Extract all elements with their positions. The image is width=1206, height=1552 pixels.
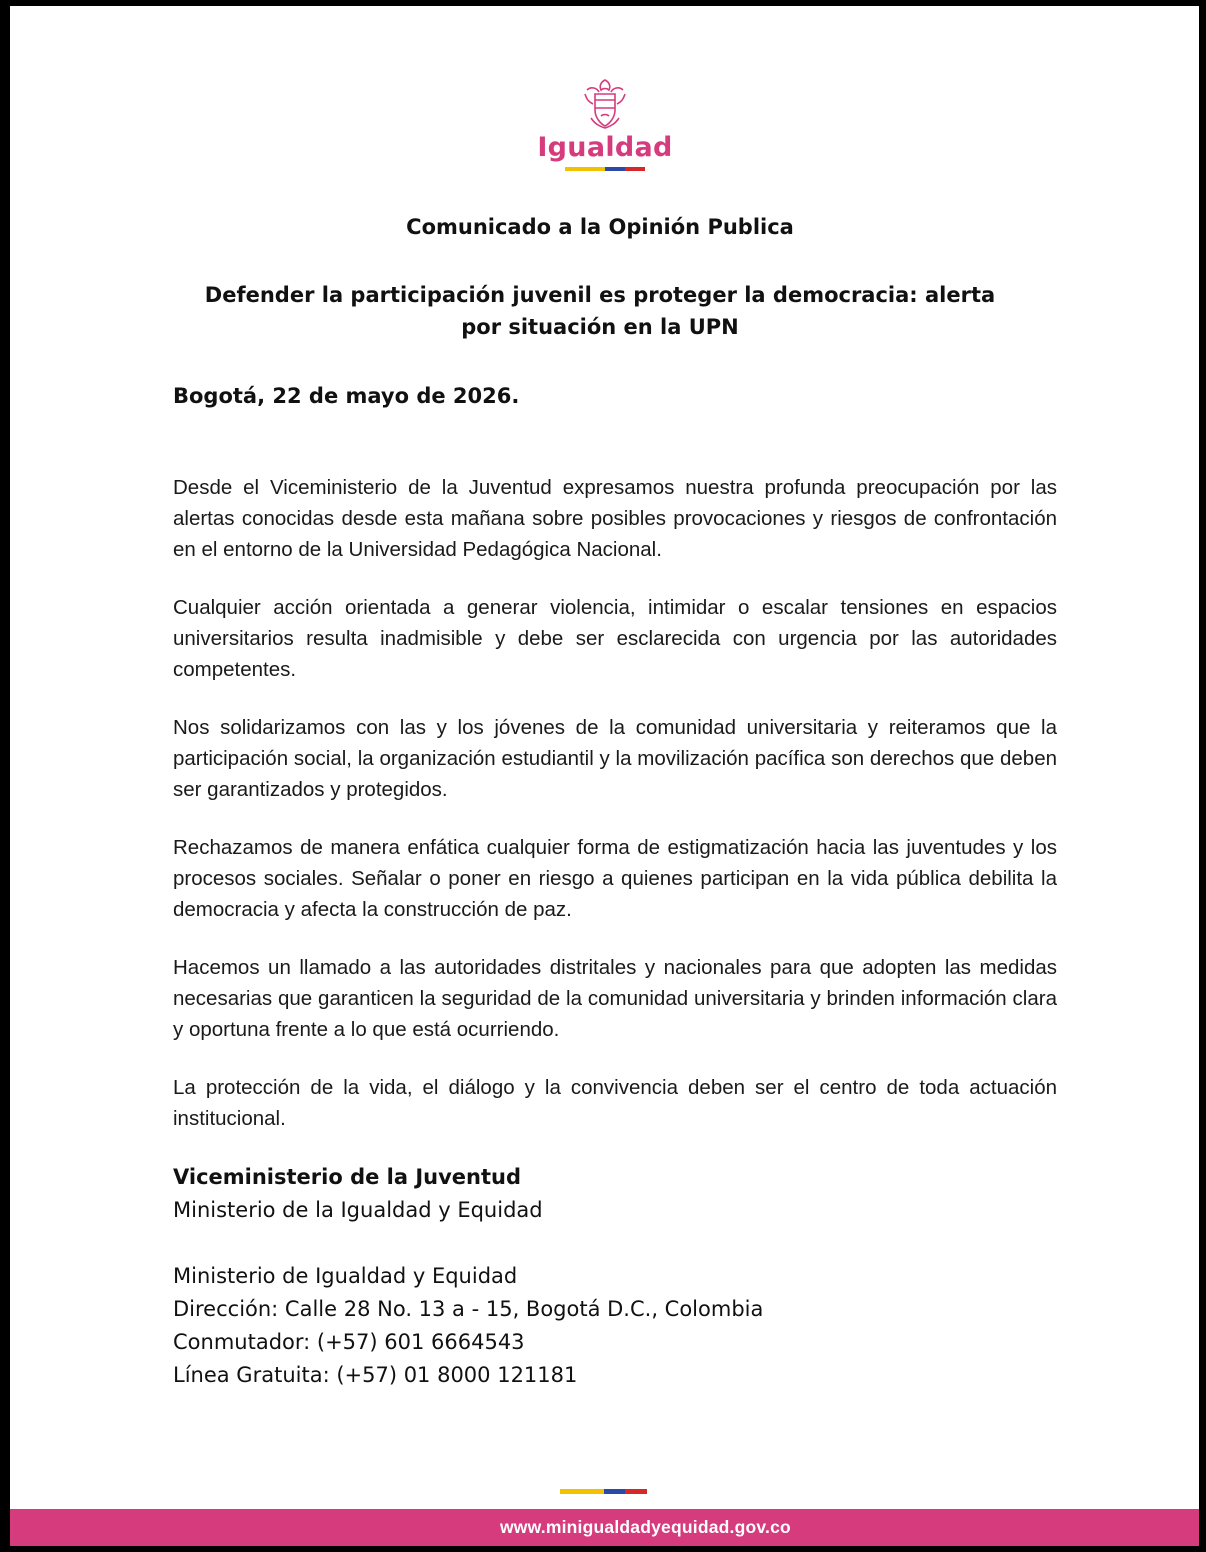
footer-band — [10, 1509, 1199, 1546]
contact-switchboard: Conmutador: (+57) 601 6664543 — [173, 1330, 525, 1354]
body-paragraph: Nos solidarizamos con las y los jóvenes de la comunidad universitaria y reiteramos que la participación social, la organización estudiantil y la movilización pacífica son derechos que deben ser garantizados y protegidos. — [173, 716, 1057, 801]
document-page — [10, 6, 1199, 1546]
signature-org: Viceministerio de la Juventud — [173, 1165, 522, 1189]
contact-block — [173, 1260, 763, 1392]
document-title: Comunicado a la Opinión Publica — [406, 215, 794, 239]
signature-block — [173, 1161, 543, 1227]
dateline: Bogotá, 22 de mayo de 2026. — [173, 384, 520, 408]
body-paragraph: Rechazamos de manera enfática cualquier forma de estigmatización hacia las juventudes y los procesos sociales. Señalar o poner en riesgo a quienes participan en la vida pública debilita la democracia y afecta la construcción de paz. — [173, 836, 1057, 921]
document-subtitle-line-1: Defender la participación juvenil es proteger la democracia: alerta — [204, 283, 996, 307]
contact-address: Dirección: Calle 28 No. 13 a - 15, Bogotá D.C., Colombia — [173, 1297, 764, 1321]
document-subtitle-line-2: por situación en la UPN — [461, 315, 739, 339]
colombia-coat-of-arms-icon — [581, 78, 629, 130]
footer-flag-stripe — [560, 1489, 647, 1494]
logo-wordmark: Igualdad — [537, 132, 673, 163]
body-paragraph: Cualquier acción orientada a generar violencia, intimidar o escalar tensiones en espacios universitarios resulta inadmisible y debe ser esclarecida con urgencia por las autoridades competentes. — [173, 596, 1057, 681]
signature-ministry: Ministerio de la Igualdad y Equidad — [173, 1198, 543, 1222]
logo-flag-stripe — [535, 167, 675, 171]
footer-website-link[interactable]: www.minigualdadyequidad.gov.co — [500, 1517, 791, 1537]
ministry-logo — [535, 78, 675, 188]
body-paragraph: Hacemos un llamado a las autoridades distritales y nacionales para que adopten las medidas necesarias que garanticen la seguridad de la comunidad universitaria y brinden información clara y oportuna frente a lo que está ocurriendo. — [173, 956, 1057, 1041]
body-paragraph: Desde el Viceministerio de la Juventud expresamos nuestra profunda preocupación por las alertas conocidas desde esta mañana sobre posibles provocaciones y riesgos de confrontación en el entorno de la Universidad Pedagógica Nacional. — [173, 476, 1057, 561]
body-paragraph: La protección de la vida, el diálogo y la convivencia deben ser el centro de toda actuación institucional. — [173, 1076, 1057, 1130]
contact-name: Ministerio de Igualdad y Equidad — [173, 1264, 518, 1288]
contact-toll-free: Línea Gratuita: (+57) 01 8000 121181 — [173, 1363, 578, 1387]
document-body — [173, 472, 1057, 1161]
document-subtitle — [170, 279, 1030, 343]
